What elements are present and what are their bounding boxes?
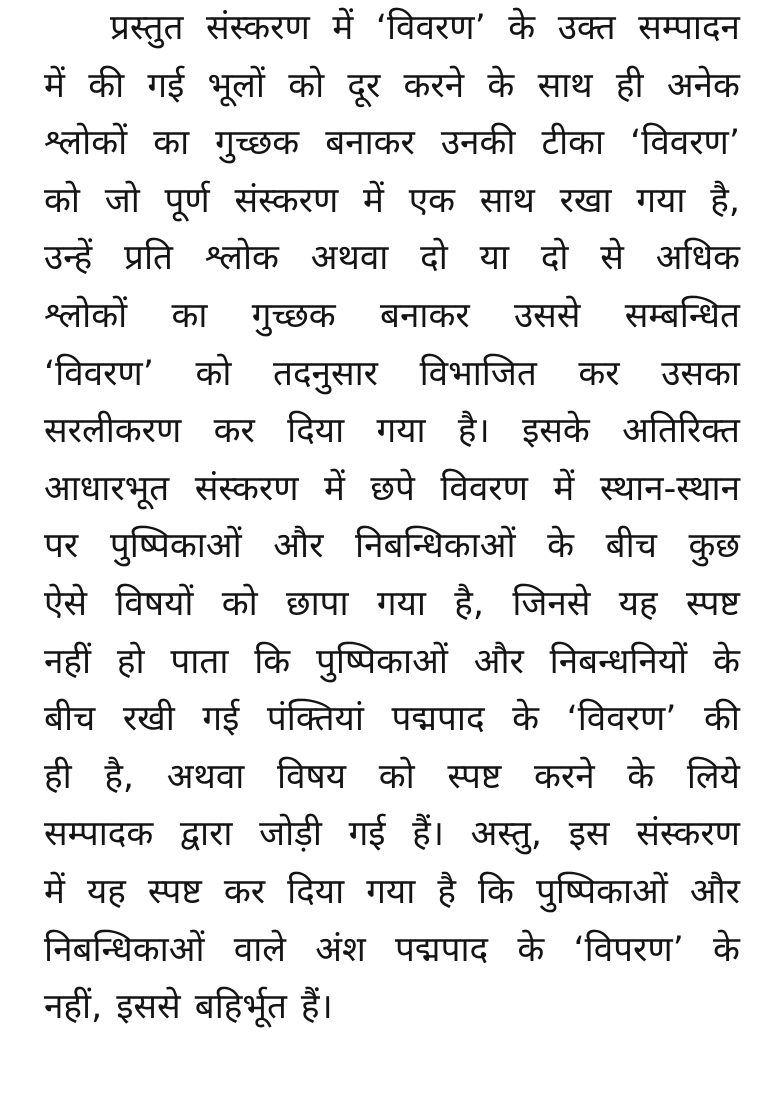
word: पर [44,526,79,567]
word: के [547,526,575,567]
word: गुच्छक [215,123,300,164]
word: को [44,180,80,221]
word: दिया [287,871,345,912]
word: ‘विवरण’ [375,8,486,48]
word: यह [618,583,658,624]
word: श्लोक [204,238,279,279]
word: पद्मपाद [395,929,489,970]
word: के [517,929,545,970]
word: संस्करण [636,814,740,855]
word: वाले [233,929,286,970]
word: में [44,871,65,912]
word: के [508,8,536,48]
word: में [323,468,345,509]
word: एक [408,180,455,221]
word: के [627,756,655,797]
text-line [44,922,740,980]
text-line [44,230,740,288]
word: पुष्पिकाओं [109,526,242,567]
word: और [473,641,524,682]
word: का [153,123,190,164]
text-line [44,691,740,749]
word: ‘विवरण’ [630,123,740,164]
text-line [44,518,740,576]
word: से [600,238,624,279]
word: दिया [287,411,345,452]
word: गुच्छक [251,295,336,336]
word: नहीं [44,641,92,682]
word: साथ [537,65,593,106]
word: पुष्पिकाओं [535,871,668,912]
word: लिये [686,756,740,797]
word: उसका [661,353,740,394]
text-line [44,346,740,404]
word: कर [213,411,255,452]
word: जिनसे [512,583,591,624]
text-line [44,461,740,519]
word: स्पष्ट [147,871,202,912]
word: और [689,871,740,912]
word: यह [86,871,126,912]
word: छपे [370,468,415,509]
text-line [44,173,740,231]
word: अस्तु, [470,814,543,855]
word: प्रति [124,238,173,279]
word: हैं। [300,987,333,1028]
word: गई [202,699,240,740]
word: निबन्धिकाओं [44,929,205,970]
word: को [195,353,232,394]
word: बीच [44,699,96,740]
word: द्वारा [179,814,233,855]
word: संस्करण [206,8,310,48]
word: ‘विपरण’ [573,929,684,970]
word: निबन्धनियों [549,641,688,682]
word: के [713,929,740,970]
word: और [273,526,324,567]
word: के [713,641,740,682]
word: या [479,238,510,279]
word: करने [534,756,595,797]
text-line [44,806,740,864]
word: साथ [479,180,535,221]
word: संस्करण [194,468,299,509]
word: उक्त [557,8,616,48]
word: विवरण [440,468,528,509]
word: पूर्ण [164,180,210,221]
word: नहीं, [44,987,103,1028]
word: गई [348,814,386,855]
word: गया [636,180,686,221]
word: प्रस्तुत [110,8,184,48]
word: सम्बन्धित [624,295,740,336]
text-line [44,979,740,1037]
word: दूर [347,65,381,106]
word: जोड़ी [259,814,322,855]
word: हो [116,641,145,682]
word: पुष्पिकाओं [316,641,448,682]
word: की [703,699,740,740]
word: करने [403,65,465,106]
word: ही [44,756,72,797]
word: आधारभूत [44,468,170,509]
word: बनाकर [325,123,415,164]
text-line [44,576,740,634]
word: श्लोकों [44,295,128,336]
text-line [44,403,740,461]
paragraph [44,0,740,1037]
word: ‘विवरण’ [44,353,154,394]
word: दो [420,238,448,279]
word: उनकी [440,123,516,164]
word: निबन्धिकाओं [355,526,516,567]
word: अथवा [166,756,245,797]
word: है, [104,756,135,797]
word: ही [615,65,644,106]
word: अंश [315,929,366,970]
word: बीच [605,526,657,567]
word: उससे [513,295,581,336]
text-line [44,749,740,807]
text-line [44,864,740,922]
word: तदनुसार [273,353,379,394]
word: है। [457,411,490,452]
word: कि [477,871,514,912]
word: टीका [541,123,605,164]
word: सम्पादक [44,814,154,855]
word: कुछ [688,526,740,567]
word: दो [540,238,569,279]
word: का [171,295,208,336]
word: के [487,65,515,106]
word: बहिर्भूत [194,987,287,1028]
word: में [363,180,384,221]
word: अनेक [666,65,740,106]
text-line [44,634,740,692]
word: गया [366,871,416,912]
word: में [332,8,354,48]
word: ऐसे [44,583,88,624]
word: को [221,583,258,624]
word: को [378,756,415,797]
text-line [44,58,740,116]
word: के [512,699,539,740]
word: है, [710,180,740,221]
word: इससे [116,987,181,1028]
word: हैं। [412,814,444,855]
text-line [44,288,740,346]
word: रखी [122,699,175,740]
word: पद्मपाद [391,699,485,740]
word: इस [568,814,610,855]
word: श्लोकों [44,123,128,164]
word: ‘विवरण’ [566,699,677,740]
word: कर [578,353,620,394]
text-line [44,0,740,58]
word: गया [376,583,426,624]
word: भूलों [207,65,265,106]
word: बनाकर [379,295,470,336]
word: है, [454,583,484,624]
word: की [88,65,125,106]
word: उन्हें [44,238,93,279]
word: गया [376,411,426,452]
word: जो [104,180,140,221]
word: को [288,65,325,106]
word: में [44,65,65,106]
word: छापा [286,583,349,624]
word: स्पष्ट [685,583,740,624]
word: कर [223,871,266,912]
word: सरलीकरण [44,411,182,452]
word: अथवा [310,238,389,279]
word: पाता [170,641,229,682]
word: अधिक [655,238,740,279]
word: अतिरिक्त [622,411,740,452]
word: विभाजित [419,353,537,394]
word: स्थान-स्थान [599,468,740,509]
word: स्पष्ट [447,756,502,797]
word: इसके [522,411,590,452]
word: संस्करण [234,180,339,221]
word: पंक्तियां [266,699,364,740]
word: सम्पादन [638,8,740,48]
word: गई [147,65,185,106]
word: कि [254,641,291,682]
word: रखा [559,180,612,221]
word: विषयों [115,583,194,624]
word: विषय [277,756,347,797]
word: में [553,468,575,509]
text-line [44,115,740,173]
word: है [437,871,456,912]
